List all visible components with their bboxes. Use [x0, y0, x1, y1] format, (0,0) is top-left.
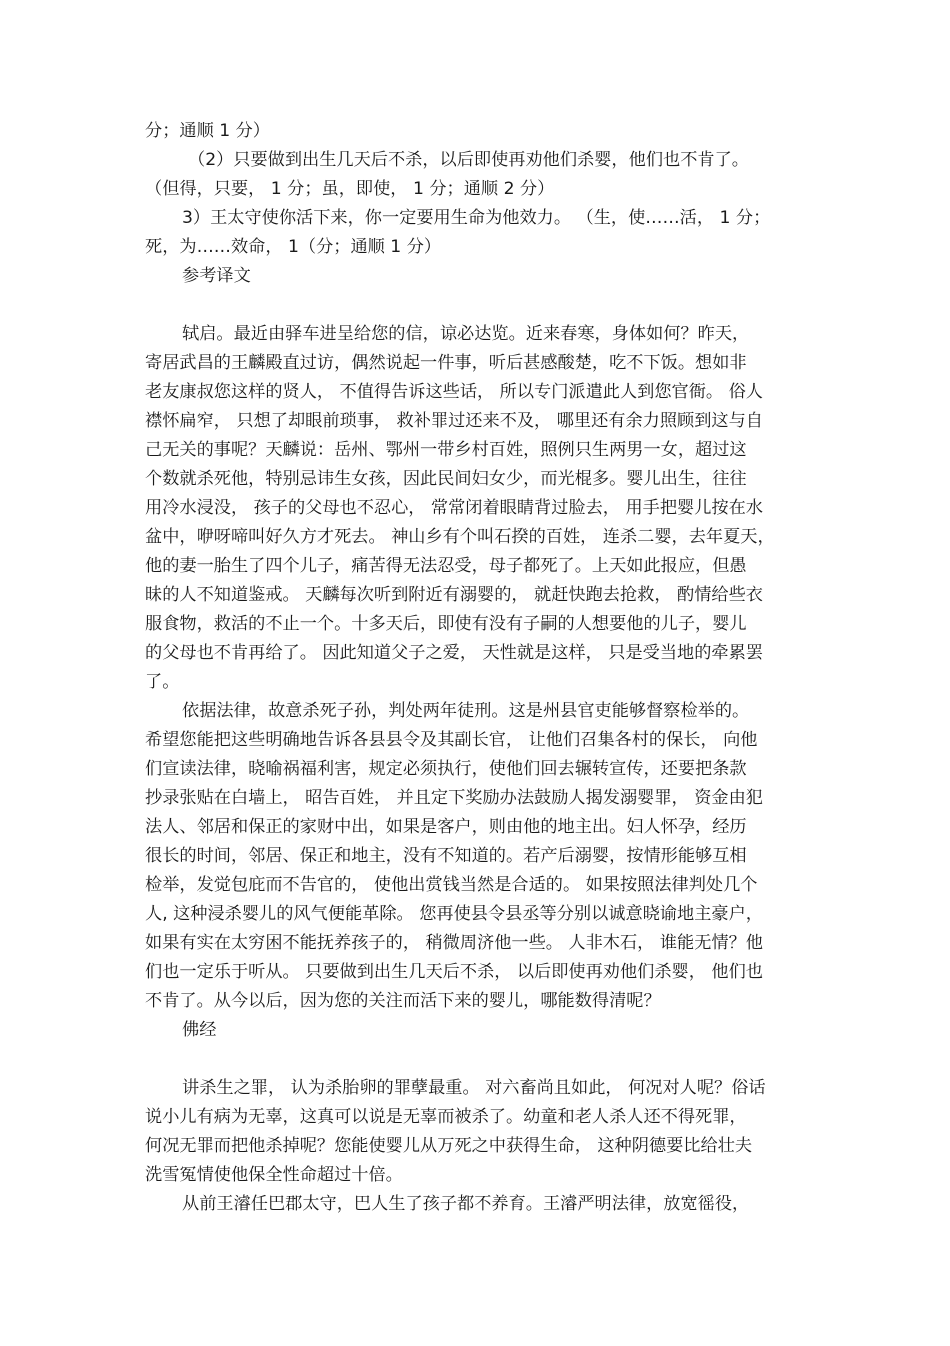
text-line: （但得，只要， 1 分；虽，即使， 1 分；通顺 2 分） — [145, 179, 555, 199]
text-line: 昧的人不知道鉴戒。 天麟每次听到附近有溺婴的， 就赶快跑去抢救， 酌情给些衣 — [145, 585, 763, 605]
text-line: 讲杀生之罪， 认为杀胎卵的罪孽最重。 对六畜尚且如此， 何况对人呢？俗话 — [182, 1078, 766, 1098]
text-line: 们宣读法律，晓喻祸福利害，规定必须执行，使他们回去辗转宣传，还要把条款 — [145, 759, 747, 779]
text-line: （2）只要做到出生几天后不杀，以后即使再劝他们杀婴，他们也不肯了。 — [188, 150, 749, 170]
text-line: 依据法律，故意杀死子孙，判处两年徒刑。这是州县官吏能够督察检举的。 — [182, 701, 750, 721]
text-line: 老友康叔您这样的贤人， 不值得告诉这些话， 所以专门派遣此人到您官衙。 俗人 — [145, 382, 763, 402]
text-line: 死，为……效命， 1（分；通顺 1 分） — [145, 237, 442, 257]
text-line: 襟怀扁窄， 只想了却眼前琐事， 救补罪过还来不及， 哪里还有余力照顾到这与自 — [145, 411, 763, 431]
text-line: 如果有实在太穷困不能抚养孩子的， 稍微周济他一些。 人非木石， 谁能无情？他 — [145, 933, 763, 953]
text-line: 法人、邻居和保正的家财中出，如果是客户，则由他的地主出。妇人怀孕，经历 — [145, 817, 747, 837]
text-line: 不肯了。从今以后，因为您的关注而活下来的婴儿，哪能数得清呢？ — [145, 991, 661, 1011]
text-line: 洗雪冤情使他保全性命超过十倍。 — [145, 1165, 403, 1185]
text-line: 的父母也不肯再给了。 因此知道父子之爱， 天性就是这样， 只是受当地的牵累罢 — [145, 643, 763, 663]
text-line: 分；通顺 1 分） — [145, 121, 270, 141]
text-line: 寄居武昌的王麟殿直过访，偶然说起一件事，听后甚感酸楚，吃不下饭。想如非 — [145, 353, 747, 373]
text-line: 说小儿有病为无辜，这真可以说是无辜而被杀了。幼童和老人杀人还不得死罪， — [145, 1107, 747, 1127]
section-heading: 参考译文 — [182, 266, 251, 286]
text-line: 检举，发觉包庇而不告官的， 使他出赏钱当然是合适的。 如果按照法律判处几个 — [145, 875, 758, 895]
text-line: 抄录张贴在白墙上， 昭告百姓， 并且定下奖励办法鼓励人揭发溺婴罪， 资金由犯 — [145, 788, 763, 808]
text-line: 个数就杀死他，特别忌讳生女孩，因此民间妇女少，而光棍多。婴儿出生，往往 — [145, 469, 747, 489]
text-line: 轼启。最近由驿车进呈给您的信，谅必达览。近来春寒，身体如何？昨天， — [182, 324, 750, 344]
text-line: 己无关的事呢？天麟说：岳州、鄂州一带乡村百姓，照例只生两男一女，超过这 — [145, 440, 747, 460]
text-line: 从前王濬任巴郡太守，巴人生了孩子都不养育。王濬严明法律，放宽徭役， — [182, 1194, 750, 1214]
section-heading: 佛经 — [182, 1020, 217, 1040]
text-line: 盆中，咿呀啼叫好久方才死去。 神山乡有个叫石揆的百姓， 连杀二婴，去年夏天， — [145, 527, 775, 547]
text-line: 3）王太守使你活下来，你一定要用生命为他效力。 （生，使……活， 1 分； — [182, 208, 771, 228]
text-line: 了。 — [145, 672, 180, 692]
text-line: 用冷水浸没， 孩子的父母也不忍心， 常常闭着眼睛背过脸去， 用手把婴儿按在水 — [145, 498, 763, 518]
text-line: 很长的时间，邻居、保正和地主，没有不知道的。若产后溺婴，按情形能够互相 — [145, 846, 747, 866]
text-line: 服食物，救活的不止一个。十多天后，即使有没有子嗣的人想要他的儿子，婴儿 — [145, 614, 747, 634]
text-line: 希望您能把这些明确地告诉各县县令及其副长官， 让他们召集各村的保长， 向他 — [145, 730, 758, 750]
text-line: 何况无罪而把他杀掉呢？您能使婴儿从万死之中获得生命， 这种阴德要比给壮夫 — [145, 1136, 753, 1156]
text-line: 他的妻一胎生了四个儿子，痛苦得无法忍受，母子都死了。上天如此报应，但愚 — [145, 556, 747, 576]
text-line: 们也一定乐于听从。 只要做到出生几天后不杀， 以后即使再劝他们杀婴， 他们也 — [145, 962, 763, 982]
text-line: 人, 这种浸杀婴儿的风气便能革除。 您再使县令县丞等分别以诚意晓谕地主豪户， — [145, 904, 763, 924]
